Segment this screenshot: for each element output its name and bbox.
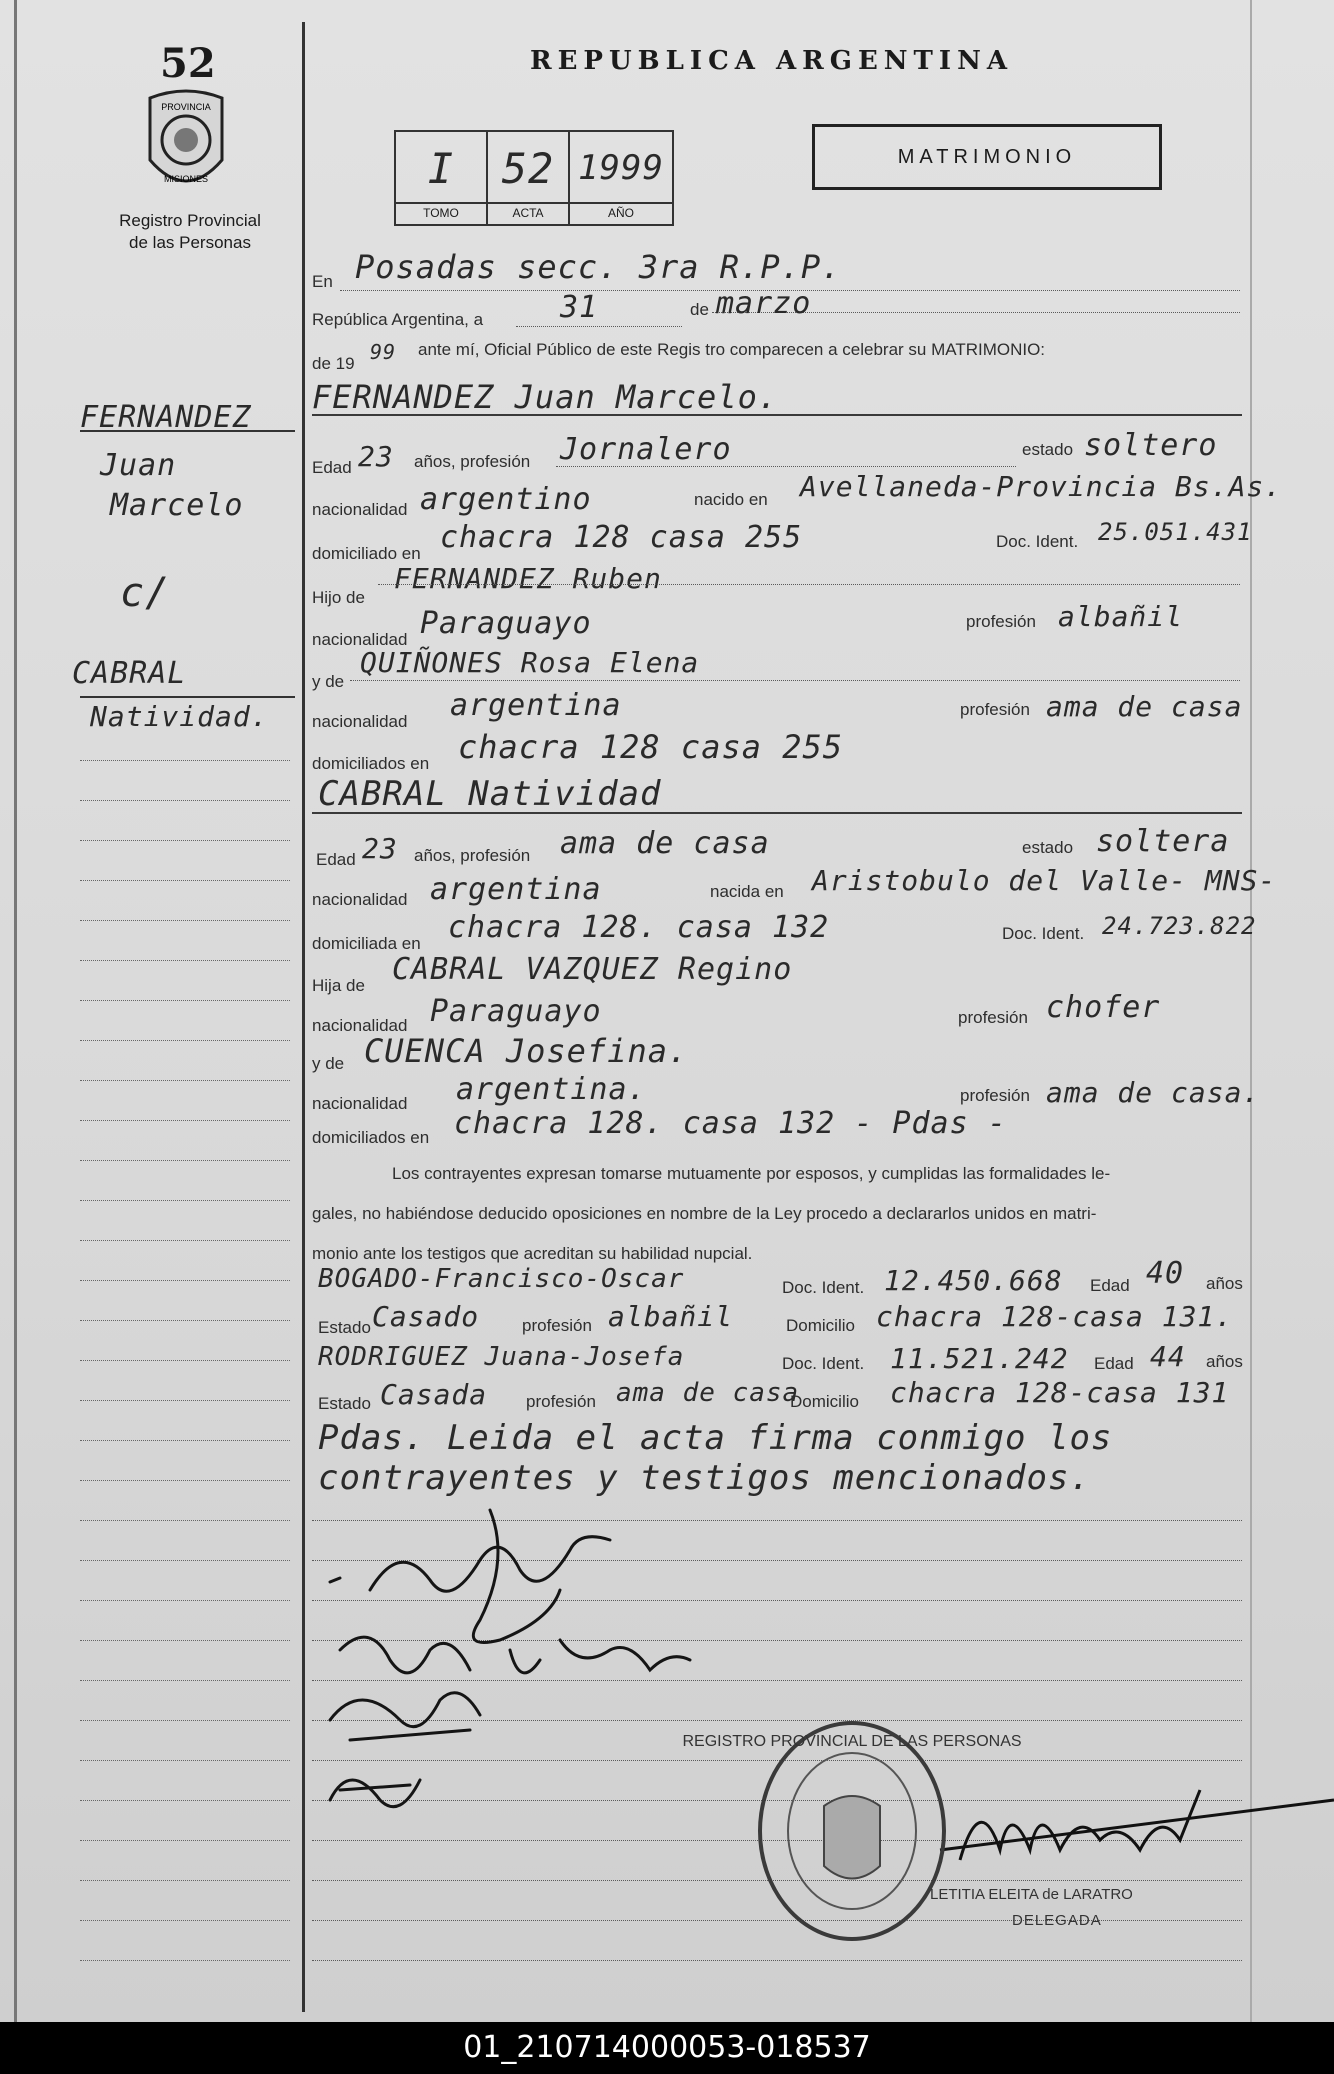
margin-dotted-line: [80, 1680, 290, 1681]
t2-doc-label: Doc. Ident.: [782, 1354, 865, 1373]
mes-value: marzo: [716, 286, 812, 321]
c1-padre: FERNANDEZ Ruben: [394, 562, 662, 595]
c1-padre-nac: Paraguayo: [420, 606, 592, 641]
page-number: 52: [160, 40, 216, 87]
provincial-seal-icon: [140, 90, 232, 200]
record-box: [394, 130, 674, 226]
c1-nac-label: nacionalidad: [312, 500, 408, 519]
margin-dotted-line: [80, 1880, 290, 1881]
t1-dom-label: Domicilio: [786, 1316, 855, 1335]
margin-note-1: FERNANDEZ: [80, 400, 252, 435]
t1-anos-label: años: [1206, 1274, 1243, 1293]
c1-doms-label: domiciliados en: [312, 754, 430, 773]
nota-line-1: Pdas. Leida el acta firma conmigo los: [318, 1418, 1113, 1458]
c2-pnac-label: nacionalidad: [312, 1016, 408, 1035]
registry-stamp-graphic: [682, 1716, 1022, 1946]
c2-name: CABRAL Natividad: [318, 774, 662, 814]
margin-dotted-line: [80, 1760, 290, 1761]
stamp-official: LETITIA ELEITA de LARATRO: [930, 1886, 1133, 1903]
t2-estado: Casada: [380, 1378, 488, 1411]
c2-yde-label: y de: [312, 1054, 345, 1073]
margin-rule: [80, 430, 295, 432]
c1-domicilio: chacra 128 casa 255: [440, 520, 803, 555]
c2-nacida-en: Aristobulo del Valle- MNS-: [812, 864, 1277, 897]
dia-value: 31: [560, 290, 599, 325]
c1-profesion: Jornalero: [560, 432, 732, 467]
body-dotted-line: [312, 1960, 1242, 1961]
margin-dotted-line: [80, 1840, 290, 1841]
c1-estado-label: estado: [1022, 440, 1074, 459]
registry-line-2: de las Personas: [129, 233, 251, 252]
t1-estado: Casado: [372, 1300, 480, 1333]
c2-edad-label: Edad: [316, 850, 356, 869]
nota-line-2: contrayentes y testigos mencionados.: [318, 1458, 1091, 1498]
dots-dia: [516, 326, 682, 327]
margin-dotted-line: [80, 1280, 290, 1281]
c1-nacido-en: Avellaneda-Provincia Bs.As.: [800, 470, 1283, 503]
rep-label: República Argentina, a: [312, 310, 484, 329]
c2-dom-padres: chacra 128. casa 132 - Pdas -: [454, 1106, 1007, 1141]
c2-pprof-label: profesión: [958, 1008, 1028, 1027]
c2-estado: soltera: [1096, 824, 1230, 859]
c2-padre-nac: Paraguayo: [430, 994, 602, 1029]
tomo-value: I: [427, 144, 455, 193]
t1-profesion: albañil: [608, 1300, 734, 1333]
t1-estado-label: Estado: [318, 1318, 371, 1337]
right-edge: [1250, 0, 1252, 2022]
c2-madre: CUENCA Josefina.: [364, 1032, 689, 1070]
c1-prof-label: años, profesión: [414, 452, 531, 471]
t2-profesion: ama de casa: [616, 1378, 800, 1408]
rule-c1: [312, 414, 1242, 416]
scan-id-footer: 01_210714000053-018537: [0, 2022, 1334, 2074]
de-label: de: [690, 300, 709, 319]
margin-dotted-line: [80, 1520, 290, 1521]
declaration-line-1: Los contrayentes expresan tomarse mutuamente por esposos, y cumplidas las formalidades le-: [392, 1164, 1111, 1183]
t2-doc: 11.521.242: [890, 1342, 1069, 1375]
t1-domicilio: chacra 128-casa 131.: [876, 1300, 1234, 1333]
t2-nombre: RODRIGUEZ Juana-Josefa: [318, 1342, 685, 1372]
margin-dotted-line: [80, 880, 290, 881]
c2-estado-label: estado: [1022, 838, 1074, 857]
t2-estado-label: Estado: [318, 1394, 371, 1413]
c1-yde-label: y de: [312, 672, 345, 691]
margin-dotted-line: [80, 800, 290, 801]
c1-mnac-label: nacionalidad: [312, 712, 408, 731]
t2-prof-label: profesión: [526, 1392, 596, 1411]
c2-doms-label: domiciliados en: [312, 1128, 430, 1147]
c2-madre-nac: argentina.: [456, 1072, 647, 1107]
t2-anos-label: años: [1206, 1352, 1243, 1371]
margin-rule-2: [80, 696, 295, 698]
margin-dotted-line: [80, 960, 290, 961]
margin-note-4: c/: [120, 570, 171, 616]
t2-domicilio: chacra 128-casa 131: [890, 1376, 1230, 1409]
margin-dotted-line: [80, 1040, 290, 1041]
margin-note-5: CABRAL: [72, 656, 187, 691]
anio-value: 99: [370, 340, 397, 364]
c2-prof-label: años, profesión: [414, 846, 531, 865]
ante-text: ante mí, Oficial Público de este Regis tro comparecen a celebrar su MATRIMONIO:: [418, 340, 1046, 359]
c1-mprof-label: profesión: [960, 700, 1030, 719]
seal-bottom-text: MISIONES: [163, 174, 209, 184]
margin-dotted-line: [80, 1360, 290, 1361]
declaration-text: [312, 1154, 1242, 1274]
margin-dotted-line: [80, 1920, 290, 1921]
acta-label: ACTA: [512, 206, 544, 220]
lugar-value: Posadas secc. 3ra R.P.P.: [355, 248, 842, 286]
declaration-line-2: gales, no habiéndose deducido oposiciones en nombre de la Ley procedo a declararlos unidos en matri-: [312, 1204, 1097, 1223]
margin-note-6: Natividad.: [90, 700, 269, 733]
c2-padre: CABRAL VAZQUEZ Regino: [392, 952, 793, 987]
signatures-graphic: [310, 1500, 730, 1820]
c2-hija-label: Hija de: [312, 976, 365, 995]
c2-mnac-label: nacionalidad: [312, 1094, 408, 1113]
margin-dotted-line: [80, 1960, 290, 1961]
c2-nacionalidad: argentina: [430, 872, 602, 907]
margin-dotted-line: [80, 1560, 290, 1561]
c1-madre: QUIÑONES Rosa Elena: [360, 646, 700, 679]
c1-madre-nac: argentina: [450, 688, 622, 723]
t1-edad: 40: [1146, 1256, 1185, 1291]
margin-dotted-line: [80, 1320, 290, 1321]
ano-label: AÑO: [607, 206, 634, 220]
margin-note-3: Marcelo: [110, 488, 244, 523]
c1-nacionalidad: argentino: [420, 482, 592, 517]
margin-dotted-line: [80, 1000, 290, 1001]
c2-dom-label: domiciliada en: [312, 934, 421, 953]
margin-dotted-line: [80, 1720, 290, 1721]
rule-c2: [312, 812, 1242, 814]
margin-dotted-line: [80, 920, 290, 921]
margin-dotted-line: [80, 1080, 290, 1081]
c1-edad: 23: [358, 440, 394, 473]
c2-padre-prof: chofer: [1046, 990, 1161, 1025]
seal-top-text: PROVINCIA: [161, 102, 211, 112]
dots-c1-madre: [350, 680, 1240, 681]
t1-doc-label: Doc. Ident.: [782, 1278, 865, 1297]
record-type-box: MATRIMONIO: [812, 124, 1162, 190]
t2-edad: 44: [1150, 1340, 1186, 1373]
c1-pnac-label: nacionalidad: [312, 630, 408, 649]
margin-dotted-line: [80, 1160, 290, 1161]
t1-doc: 12.450.668: [884, 1264, 1063, 1297]
margin-dotted-line: [80, 1240, 290, 1241]
stamp-ring-text: REGISTRO PROVINCIAL DE LAS PERSONAS: [682, 1733, 1022, 1750]
country-heading: REPUBLICA ARGENTINA: [530, 46, 1014, 76]
dots-c1-padre: [378, 584, 1240, 585]
de19-label: de 19: [312, 354, 355, 373]
margin-dotted-line: [80, 760, 290, 761]
tomo-label: TOMO: [423, 206, 459, 220]
margin-dotted-line: [80, 1120, 290, 1121]
c2-profesion: ama de casa: [560, 826, 770, 861]
t2-dom-label: Domicilio: [790, 1392, 859, 1411]
c1-madre-prof: ama de casa: [1046, 690, 1243, 723]
ano-value: 1999: [578, 148, 664, 188]
c1-padre-prof: albañil: [1058, 600, 1184, 633]
registry-name: [100, 210, 280, 254]
c1-edad-label: Edad: [312, 458, 352, 477]
t2-edad-label: Edad: [1094, 1354, 1134, 1373]
margin-dotted-line: [80, 1800, 290, 1801]
acta-value: 52: [501, 144, 555, 193]
registry-line-1: Registro Provincial: [119, 211, 261, 230]
margin-dotted-line: [80, 840, 290, 841]
margin-dotted-line: [80, 1480, 290, 1481]
declaration-line-3: monio ante los testigos que acreditan su habilidad nupcial.: [312, 1244, 753, 1263]
stamp-role: DELEGADA: [1012, 1912, 1102, 1929]
t1-nombre: BOGADO-Francisco-Oscar: [318, 1264, 685, 1294]
c1-doc-label: Doc. Ident.: [996, 532, 1079, 551]
c2-edad: 23: [362, 832, 398, 865]
c1-name: FERNANDEZ Juan Marcelo.: [312, 378, 779, 416]
c2-doc: 24.723.822: [1102, 912, 1257, 940]
c1-dom-padres: chacra 128 casa 255: [458, 728, 844, 766]
c1-hijo-label: Hijo de: [312, 588, 365, 607]
margin-dotted-line: [80, 1400, 290, 1401]
margin-dotted-line: [80, 1600, 290, 1601]
t1-prof-label: profesión: [522, 1316, 592, 1335]
c2-mprof-label: profesión: [960, 1086, 1030, 1105]
column-divider: [302, 22, 305, 2012]
official-signature-graphic: [940, 1780, 1334, 1890]
c2-nacida-label: nacida en: [710, 882, 784, 901]
c2-madre-prof: ama de casa.: [1046, 1076, 1261, 1109]
c1-pprof-label: profesión: [966, 612, 1036, 631]
margin-note-2: Juan: [100, 448, 177, 483]
dots-c1-prof: [556, 466, 1016, 467]
c2-nac-label: nacionalidad: [312, 890, 408, 909]
binding-edge: [14, 0, 17, 2022]
margin-dotted-line: [80, 1640, 290, 1641]
c2-domicilio: chacra 128. casa 132: [448, 910, 830, 945]
c1-estado: soltero: [1084, 428, 1218, 463]
margin-dotted-line: [80, 1200, 290, 1201]
c2-doc-label: Doc. Ident.: [1002, 924, 1085, 943]
margin-dotted-line: [80, 1440, 290, 1441]
c1-nacido-label: nacido en: [694, 490, 768, 509]
t1-edad-label: Edad: [1090, 1276, 1130, 1295]
c1-dom-label: domiciliado en: [312, 544, 421, 563]
en-label: En: [312, 272, 333, 291]
c1-doc: 25.051.431: [1098, 518, 1253, 546]
